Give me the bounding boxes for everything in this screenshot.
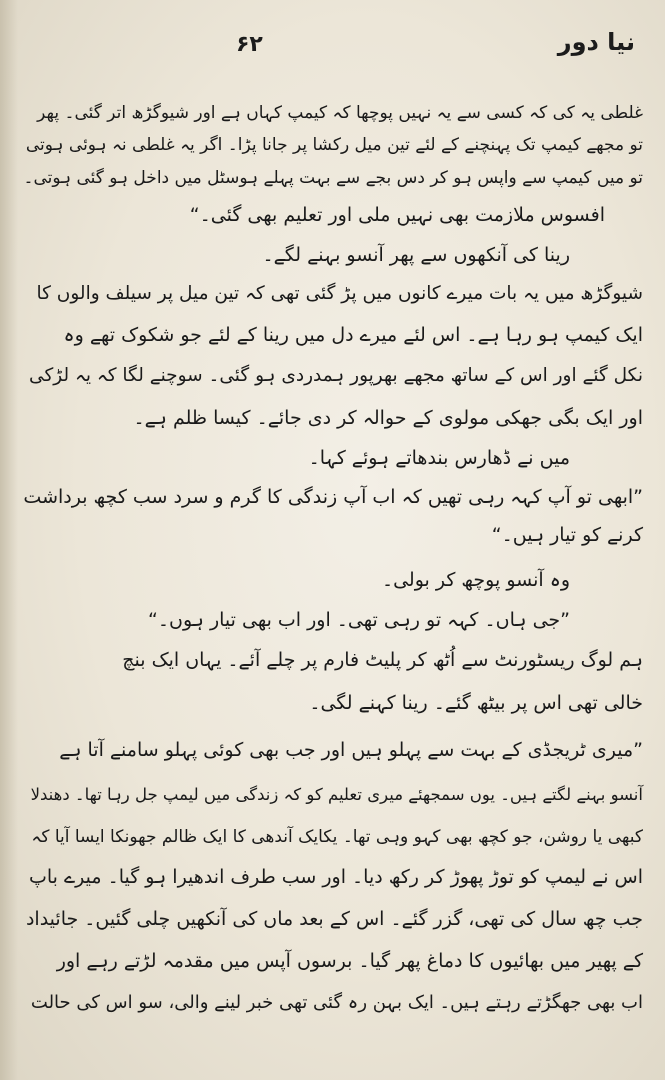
text-line: افسوس ملازمت بھی نہیں ملی اور تعلیم بھی گئی۔“ bbox=[189, 204, 605, 226]
text-line: نکل گئے اور اس کے ساتھ مجھے بھرپور ہمدردی ہو گئی۔ سوچنے لگا کہ یہ لڑکی bbox=[29, 365, 643, 386]
text-line: وہ آنسو پوچھ کر بولی۔ bbox=[381, 569, 570, 591]
running-header-title: نیا دور bbox=[557, 28, 635, 56]
text-line: ہم لوگ ریسٹورنٹ سے اُٹھ کر پلیٹ فارم پر چلے آئے۔ یہاں ایک بنچ bbox=[122, 649, 643, 671]
text-line: ”ابھی تو آپ کہہ رہی تھیں کہ اب آپ زندگی کا گرم و سرد سب کچھ برداشت bbox=[23, 486, 643, 508]
text-line: ”جی ہاں۔ کہہ تو رہی تھی۔ اور اب بھی تیار ہوں۔“ bbox=[148, 609, 570, 631]
text-line: ”میری ٹریجڈی کے بہت سے پہلو ہیں اور جب بھی کوئی پہلو سامنے آتا ہے bbox=[59, 739, 643, 761]
text-line: اور ایک بگی جھکی مولوی کے حوالہ کر دی جائے۔ کیسا ظلم ہے۔ bbox=[133, 407, 643, 429]
text-line: شیوگڑھ میں یہ بات میرے کانوں میں پڑ گئی تھی کہ تین میل پر سیلف والوں کا bbox=[36, 283, 643, 304]
text-line: میں نے ڈھارس بندھاتے ہوئے کہا۔ bbox=[308, 447, 570, 469]
text-line: ایک کیمپ ہو رہا ہے۔ اس لئے میرے دل میں رینا کے لئے جو شکوک تھے وہ bbox=[63, 324, 643, 346]
text-line: خالی تھی اس پر بیٹھ گئے۔ رینا کہنے لگی۔ bbox=[309, 692, 643, 714]
text-line: رینا کی آنکھوں سے پھر آنسو بہنے لگے۔ bbox=[262, 244, 570, 266]
text-line: اب بھی جھگڑتے رہتے ہیں۔ ایک بہن رہ گئی تھی خبر لینے والی، سو اس کی حالت bbox=[30, 992, 643, 1013]
text-line: تو میں کیمپ سے واپس ہو کر دس بجے سے بہت پہلے ہوسٹل میں داخل ہو گئی ہوتی۔ bbox=[23, 168, 643, 188]
text-line: جب چھ سال کی تھی، گزر گئے۔ اس کے بعد ماں کی آنکھیں چلی گئیں۔ جائیداد bbox=[25, 908, 643, 930]
text-line: آنسو بہنے لگتے ہیں۔ یوں سمجھئے میری تعلیم کو کہ زندگی میں لیمپ جل رہا تھا۔ دھندلا bbox=[30, 785, 643, 804]
text-line: کے پھیر میں بھائیوں کا دماغ پھر گیا۔ برسوں آپس میں مقدمہ لڑتے رہے اور bbox=[56, 950, 643, 972]
text-line: کرنے کو تیار ہیں۔“ bbox=[491, 524, 643, 546]
text-line: غلطی یہ کی کہ کسی سے یہ نہیں پوچھا کہ کیمپ کہاں ہے اور شیوگڑھ اتر گئی۔ پھر bbox=[37, 103, 643, 123]
page-number: ۶۲ bbox=[236, 32, 263, 57]
text-line: اس نے لیمپ کو توڑ پھوڑ کر رکھ دیا۔ اور سب طرف اندھیرا ہو گیا۔ میرے باپ bbox=[29, 866, 643, 888]
text-line: کبھی یا روشن، جو کچھ بھی کہو وہی تھا۔ یکایک آندھی کا ایک ظالم جھونکا ایسا آیا کہ bbox=[31, 827, 643, 847]
text-line: تو مجھے کیمپ تک پہنچنے کے لئے تین میل رکشا پر جانا پڑا۔ اگر یہ غلطی نہ ہوئی ہوتی bbox=[25, 135, 643, 155]
